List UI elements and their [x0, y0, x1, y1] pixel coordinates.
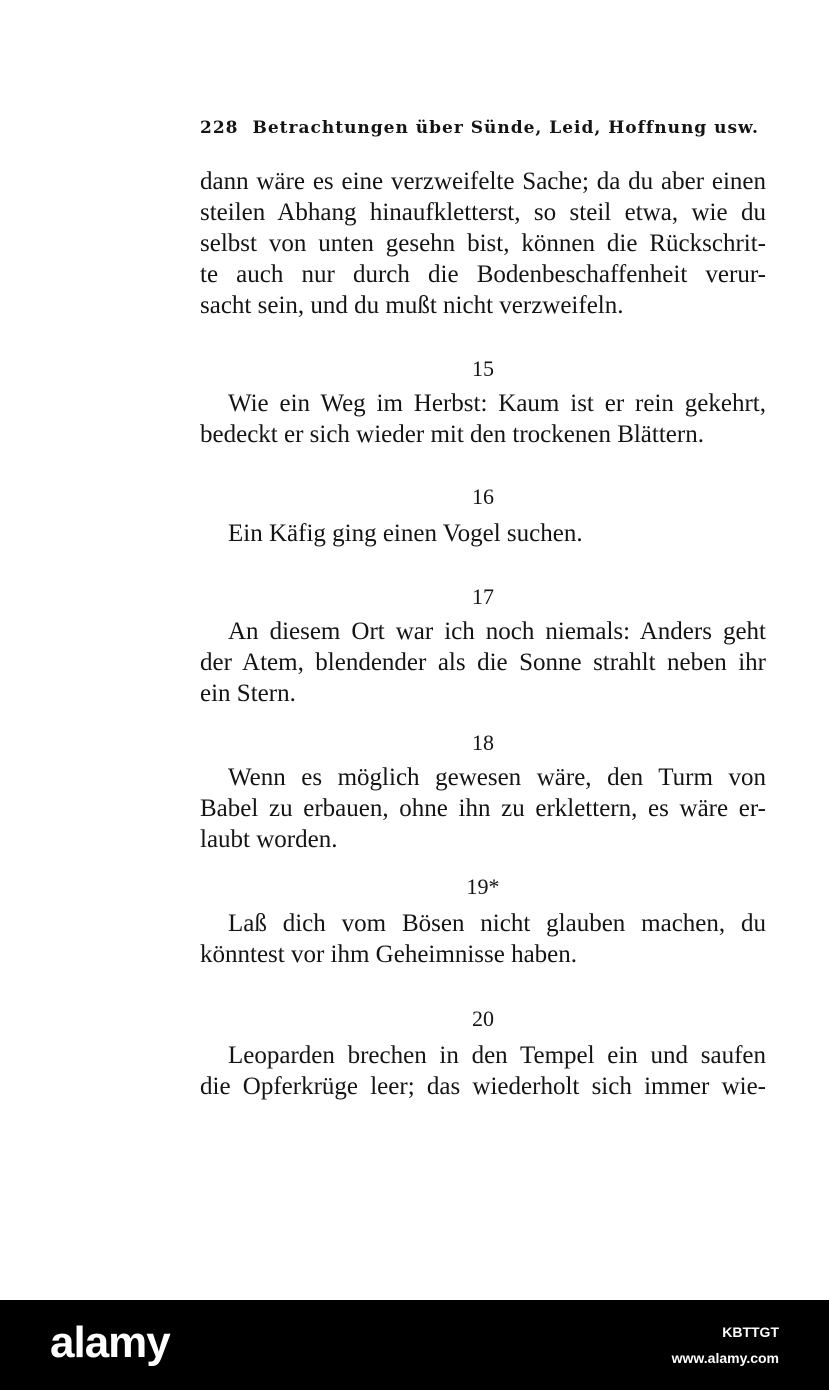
watermark-footer-bar — [0, 1300, 829, 1390]
aphorism-number: 17 — [472, 584, 494, 609]
text-line: bedeckt er sich wieder mit den trockenen Blättern. — [200, 421, 704, 448]
text-line: Laß dich vom Bösen nicht glauben machen, du — [228, 910, 766, 937]
text-line: Leoparden brechen in den Tempel ein und saufen — [228, 1042, 766, 1069]
text-line: Babel zu erbauen, ohne ihn zu erklettern, es wäre er- — [200, 795, 766, 822]
aphorism-number: 18 — [472, 730, 494, 755]
text-line: Wenn es möglich gewesen wäre, den Turm von — [228, 764, 766, 791]
aphorism-text — [200, 518, 766, 549]
aphorism-number: 20 — [472, 1006, 494, 1031]
page-number: 228 — [200, 118, 239, 138]
text-line: dann wäre es eine verzweifelte Sache; da du aber einen — [200, 168, 766, 195]
text-line: steilen Abhang hinaufkletterst, so steil etwa, wie du — [200, 199, 766, 226]
text-line: die Opferkrüge leer; das wiederholt sich immer wie- — [200, 1073, 766, 1100]
aphorism-number: 16 — [472, 484, 494, 509]
aphorism-number: 15 — [472, 356, 494, 381]
aphorism-text — [200, 616, 766, 709]
site-url: www.alamy.com — [671, 1350, 779, 1366]
text-line: sacht sein, und du mußt nicht verzweifeln. — [200, 292, 624, 319]
paragraph-continuation — [200, 166, 766, 321]
aphorism-text — [200, 762, 766, 855]
text-line: ein Stern. — [200, 680, 296, 707]
text-line: An diesem Ort war ich noch niemals: Anders geht — [228, 618, 766, 645]
alamy-logo: alamy — [50, 1318, 170, 1367]
aphorism-text — [200, 908, 766, 970]
text-line: Wie ein Weg im Herbst: Kaum ist er rein gekehrt, — [228, 390, 766, 417]
running-title: Betrachtungen über Sünde, Leid, Hoffnung usw. — [252, 118, 759, 138]
text-line: selbst von unten gesehn bist, können die Rückschrit- — [200, 230, 766, 257]
text-line: der Atem, blendender als die Sonne strahlt neben ihr — [200, 649, 766, 676]
text-line: könntest vor ihm Geheimnisse haben. — [200, 941, 578, 968]
text-line: Ein Käfig ging einen Vogel suchen. — [228, 520, 583, 547]
text-line: laubt worden. — [200, 826, 338, 853]
image-id: KBTTGT — [722, 1324, 779, 1340]
aphorism-text — [200, 1040, 766, 1102]
aphorism-text — [200, 388, 766, 450]
aphorism-number: 19* — [466, 874, 500, 899]
running-header — [200, 118, 770, 138]
text-line: te auch nur durch die Bodenbeschaffenheit verur- — [200, 261, 766, 288]
